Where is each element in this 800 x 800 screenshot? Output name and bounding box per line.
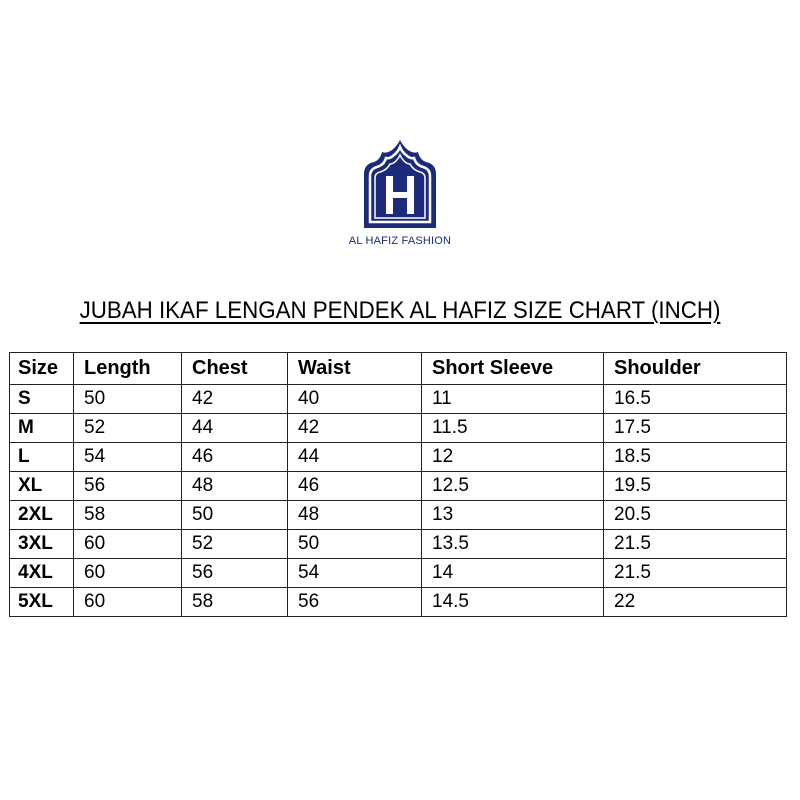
shoulder-cell: 17.5 [604, 414, 787, 443]
header-waist: Waist [288, 353, 422, 385]
size-chart-table [9, 352, 787, 617]
length-cell: 58 [74, 501, 182, 530]
short-sleeve-cell: 14.5 [422, 588, 604, 617]
chest-cell: 46 [182, 443, 288, 472]
waist-cell: 50 [288, 530, 422, 559]
chest-cell: 48 [182, 472, 288, 501]
size-cell: S [10, 385, 74, 414]
table-row [10, 559, 787, 588]
chest-cell: 52 [182, 530, 288, 559]
length-cell: 60 [74, 530, 182, 559]
shoulder-cell: 16.5 [604, 385, 787, 414]
shoulder-cell: 18.5 [604, 443, 787, 472]
table-row [10, 588, 787, 617]
length-cell: 54 [74, 443, 182, 472]
chest-cell: 42 [182, 385, 288, 414]
length-cell: 52 [74, 414, 182, 443]
waist-cell: 44 [288, 443, 422, 472]
brand-name: AL HAFIZ FASHION [348, 235, 452, 247]
chest-cell: 50 [182, 501, 288, 530]
short-sleeve-cell: 13.5 [422, 530, 604, 559]
table-header-row [10, 353, 787, 385]
header-shoulder: Shoulder [604, 353, 787, 385]
table-row [10, 443, 787, 472]
short-sleeve-cell: 11 [422, 385, 604, 414]
size-cell: L [10, 443, 74, 472]
shoulder-cell: 22 [604, 588, 787, 617]
size-cell: 3XL [10, 530, 74, 559]
table-row [10, 501, 787, 530]
chest-cell: 58 [182, 588, 288, 617]
table-row [10, 530, 787, 559]
length-cell: 60 [74, 588, 182, 617]
chest-cell: 56 [182, 559, 288, 588]
shoulder-cell: 21.5 [604, 530, 787, 559]
short-sleeve-cell: 12.5 [422, 472, 604, 501]
waist-cell: 54 [288, 559, 422, 588]
header-short-sleeve: Short Sleeve [422, 353, 604, 385]
size-cell: M [10, 414, 74, 443]
short-sleeve-cell: 14 [422, 559, 604, 588]
chest-cell: 44 [182, 414, 288, 443]
brand-logo [340, 140, 460, 255]
header-chest: Chest [182, 353, 288, 385]
size-cell: XL [10, 472, 74, 501]
short-sleeve-cell: 13 [422, 501, 604, 530]
waist-cell: 46 [288, 472, 422, 501]
header-length: Length [74, 353, 182, 385]
table-row [10, 385, 787, 414]
al-hafiz-emblem-icon [362, 140, 438, 228]
table-row [10, 414, 787, 443]
size-cell: 2XL [10, 501, 74, 530]
header-size: Size [10, 353, 74, 385]
waist-cell: 40 [288, 385, 422, 414]
waist-cell: 48 [288, 501, 422, 530]
waist-cell: 56 [288, 588, 422, 617]
shoulder-cell: 21.5 [604, 559, 787, 588]
size-cell: 4XL [10, 559, 74, 588]
length-cell: 50 [74, 385, 182, 414]
waist-cell: 42 [288, 414, 422, 443]
length-cell: 56 [74, 472, 182, 501]
length-cell: 60 [74, 559, 182, 588]
table-row [10, 472, 787, 501]
shoulder-cell: 19.5 [604, 472, 787, 501]
shoulder-cell: 20.5 [604, 501, 787, 530]
size-cell: 5XL [10, 588, 74, 617]
short-sleeve-cell: 11.5 [422, 414, 604, 443]
page-title: JUBAH IKAF LENGAN PENDEK AL HAFIZ SIZE CHART (INCH) [79, 297, 721, 324]
short-sleeve-cell: 12 [422, 443, 604, 472]
